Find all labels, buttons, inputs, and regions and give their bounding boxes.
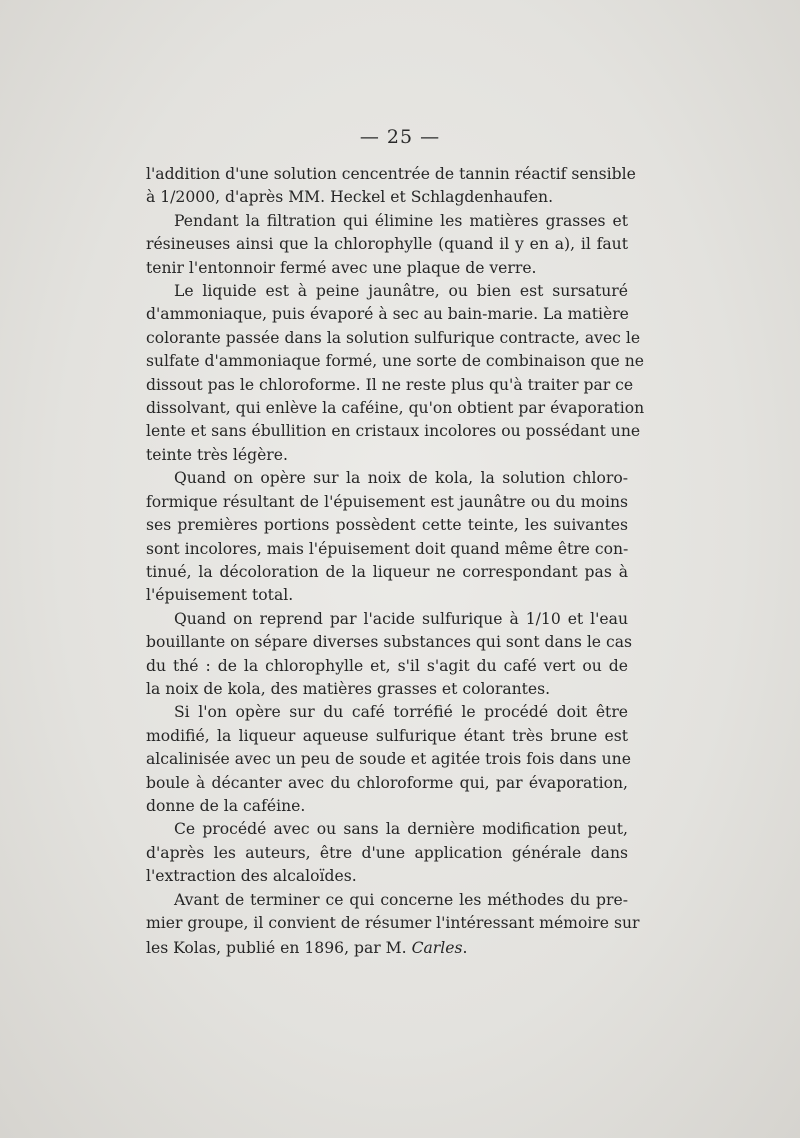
page-number: — 25 — bbox=[359, 126, 441, 148]
text-line: mier groupe, il convient de résumer l'intéressant mémoire sur bbox=[146, 914, 640, 932]
text-line: Le liquide est à peine jaunâtre, ou bien est sursaturé bbox=[174, 282, 628, 301]
text-line: d'après les auteurs, être d'une application générale dans bbox=[146, 843, 628, 862]
final-line-text: les Kolas, publié en 1896, par M. bbox=[146, 939, 412, 957]
text-line: Si l'on opère sur du café torréfié le procédé doit être bbox=[174, 703, 628, 722]
text-line: Quand on reprend par l'acide sulfurique à 1/10 et l'eau bbox=[174, 609, 628, 628]
text-line: l'épuisement total. bbox=[146, 586, 294, 605]
text-line: Avant de terminer ce qui concerne les méthodes du pre- bbox=[174, 890, 628, 909]
text-line: l'addition d'une solution cencentrée de tannin réactif sensible bbox=[146, 165, 636, 183]
body-text bbox=[146, 163, 645, 935]
final-line-block bbox=[146, 937, 628, 960]
text-line: la noix de kola, des matières grasses et colorantes. bbox=[146, 679, 551, 698]
text-line: modifié, la liqueur aqueuse sulfurique étant très brune est bbox=[146, 726, 628, 745]
text-line: boule à décanter avec du chloroforme qui, par évaporation, bbox=[146, 773, 628, 792]
text-line: sont incolores, mais l'épuisement doit quand même être con- bbox=[146, 539, 629, 558]
final-line-end: . bbox=[462, 939, 468, 957]
text-line: formique résultant de l'épuisement est jaunâtre ou du moins bbox=[146, 492, 628, 511]
text-line: du thé : de la chlorophylle et, s'il s'agit du café vert ou de bbox=[146, 656, 628, 675]
text-line: Pendant la filtration qui élimine les matières grasses et bbox=[174, 211, 628, 230]
author-name: Carles bbox=[411, 939, 463, 957]
text-line: l'extraction des alcaloïdes. bbox=[146, 867, 357, 886]
text-line: bouillante on sépare diverses substances qui sont dans le cas bbox=[146, 633, 633, 652]
text-line: tenir l'entonnoir fermé avec une plaque de verre. bbox=[146, 258, 537, 277]
text-line: ses premières portions possèdent cette teinte, les suivantes bbox=[146, 516, 628, 535]
text-line bbox=[146, 937, 628, 960]
text-line: alcalinisée avec un peu de soude et agitée trois fois dans une bbox=[146, 750, 631, 769]
text-line: teinte très légère. bbox=[146, 445, 288, 464]
text-line: colorante passée dans la solution sulfurique contracte, avec le bbox=[146, 328, 641, 347]
text-line: donne de la caféine. bbox=[146, 796, 306, 815]
text-line: tinué, la décoloration de la liqueur ne correspondant pas à bbox=[146, 562, 628, 581]
text-line: dissolvant, qui enlève la caféine, qu'on obtient par évaporation bbox=[146, 399, 645, 418]
text-line: lente et sans ébullition en cristaux incolores ou possédant une bbox=[146, 422, 641, 441]
text-line: à 1/2000, d'après MM. Heckel et Schlagdenhaufen. bbox=[146, 188, 554, 207]
text-line: résineuses ainsi que la chlorophylle (quand il y en a), il faut bbox=[146, 235, 628, 254]
text-line: d'ammoniaque, puis évaporé à sec au bain-marie. La matière bbox=[146, 305, 629, 324]
text-line: sulfate d'ammoniaque formé, une sorte de combinaison que ne bbox=[146, 352, 644, 371]
text-line: Ce procédé avec ou sans la dernière modification peut, bbox=[174, 820, 628, 839]
text-line: dissout pas le chloroforme. Il ne reste plus qu'à traiter par ce bbox=[146, 375, 634, 394]
text-line: Quand on opère sur la noix de kola, la solution chloro- bbox=[174, 469, 628, 488]
